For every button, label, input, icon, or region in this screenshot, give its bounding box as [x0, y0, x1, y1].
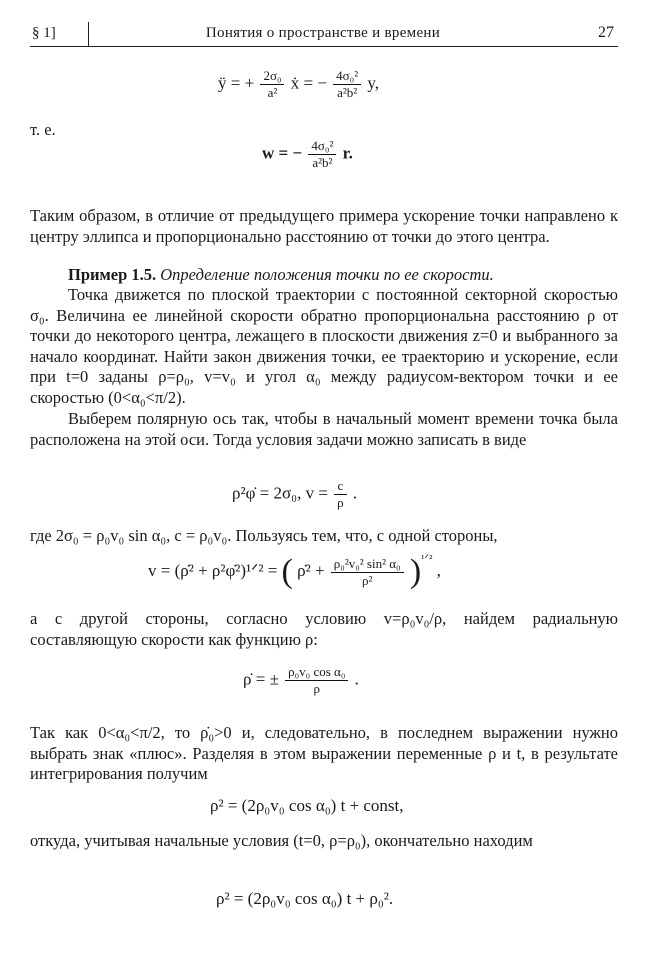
- paragraph-6: Так как 0<α₀<π/2, то ρ̇₀>0 и, следовательно, в последнем выражении нужно выбрать знак «плюс». Разделяя в этом выражении переменные ρ и t, в результате интегрирования получим: [30, 723, 618, 784]
- paragraph-4: где 2σ₀ = ρ₀v₀ sin α₀, c = ρ₀v₀. Пользуясь тем, что, с одной стороны,: [30, 526, 498, 545]
- equation-5: [243, 664, 359, 697]
- eq5-tail: .: [354, 669, 359, 689]
- equation-3: [232, 478, 357, 511]
- eq3-fraction: [334, 478, 347, 511]
- eq2-lhs: w = −: [262, 143, 303, 163]
- equation-2: [262, 138, 353, 171]
- eq2-numerator: 4σ₀²: [311, 138, 334, 153]
- eq1-fraction-2: [333, 68, 361, 101]
- example-title: Определение положения точки по ее скорости.: [160, 265, 494, 284]
- eq3-denominator: ρ: [334, 494, 347, 511]
- eq5-lhs: ρ̇ = ±: [243, 669, 279, 689]
- paragraph-3: Выберем полярную ось так, чтобы в начальный момент времени точка была расположена на этой оси. Тогда условия задачи можно записать в виде: [30, 409, 618, 449]
- eq1-f1-numerator: 2σ₀: [263, 68, 282, 83]
- eq3-tail: .: [352, 483, 358, 503]
- paragraph-1: Таким образом, в отличие от предыдущего примера ускорение точки направлено к центру эллипса и пропорционально расстоянию от точки до этого центра.: [30, 206, 618, 246]
- example-heading: [30, 265, 618, 286]
- section-ref: § 1]: [32, 25, 56, 41]
- equation-4: [148, 552, 441, 589]
- paragraph-2: Точка движется по плоской траектории с постоянной секторной скоростью σ₀. Величина ее линейной скорости обратно пропорциональна расстоянию ρ от точки до некоторого центра, лежащего в плоскости движения z=0 и выбранного за начало координат. Найти закон движения точки, ее траекторию и ускорение, если при t=0 заданы ρ=ρ₀, v=v₀ и угол α₀ между радиусом-вектором точки и ее скоростью (0<α₀<π/2).: [30, 285, 618, 407]
- running-title: Понятия о пространстве и времени: [205, 25, 441, 41]
- eq1-lhs: ÿ = +: [218, 73, 255, 93]
- eq4-inner: ρ̇² +: [297, 561, 325, 580]
- eq2-tail: r.: [342, 143, 353, 163]
- eq1-f2-numerator: 4σ₀²: [336, 68, 359, 83]
- eq1-tail: y,: [367, 73, 380, 93]
- eq2-fraction: [308, 138, 336, 171]
- equation-6: ρ² = (2ρ₀v₀ cos α₀) t + const,: [210, 796, 404, 815]
- eq1-mid: ẋ = −: [290, 73, 327, 93]
- eq1-f2-denominator: a²b²: [333, 84, 361, 101]
- eq4-denominator: ρ²: [331, 572, 404, 589]
- equation-7: ρ² = (2ρ₀v₀ cos α₀) t + ρ₀².: [216, 889, 394, 908]
- paragraph-5: а с другой стороны, согласно условию v=ρ₀v₀/ρ, найдем радиальную составляющую скорости как функцию ρ:: [30, 609, 618, 649]
- example-label: Пример 1.5.: [68, 265, 157, 284]
- running-header: [30, 22, 618, 47]
- equation-1: [218, 68, 379, 101]
- eq5-numerator: ρ₀v₀ cos α₀: [288, 664, 346, 679]
- eq5-fraction: [285, 664, 348, 697]
- eq4-close-paren: ): [409, 553, 422, 591]
- eq4-exponent: ¹ᐟ²: [421, 553, 433, 565]
- paragraph-7: откуда, учитывая начальные условия (t=0, ρ=ρ₀), окончательно находим: [30, 831, 533, 850]
- eq1-f1-denominator: a²: [260, 84, 284, 101]
- eq3-numerator: c: [337, 478, 344, 493]
- te-label: т. е.: [30, 120, 56, 139]
- eq4-tail: ,: [436, 561, 441, 580]
- eq5-denominator: ρ: [285, 680, 348, 697]
- eq4-lhs: v = (ρ̇² + ρ²φ̇²)¹ᐟ² =: [148, 561, 278, 580]
- eq2-denominator: a²b²: [308, 154, 336, 171]
- eq4-fraction: [331, 556, 404, 589]
- eq1-fraction-1: [260, 68, 284, 101]
- eq3-lhs: ρ²φ̇ = 2σ₀, v =: [232, 483, 328, 503]
- eq4-numerator: ρ₀²v₀² sin² α₀: [333, 555, 401, 571]
- page-number: 27: [598, 24, 614, 41]
- eq4-open-paren: (: [281, 553, 293, 591]
